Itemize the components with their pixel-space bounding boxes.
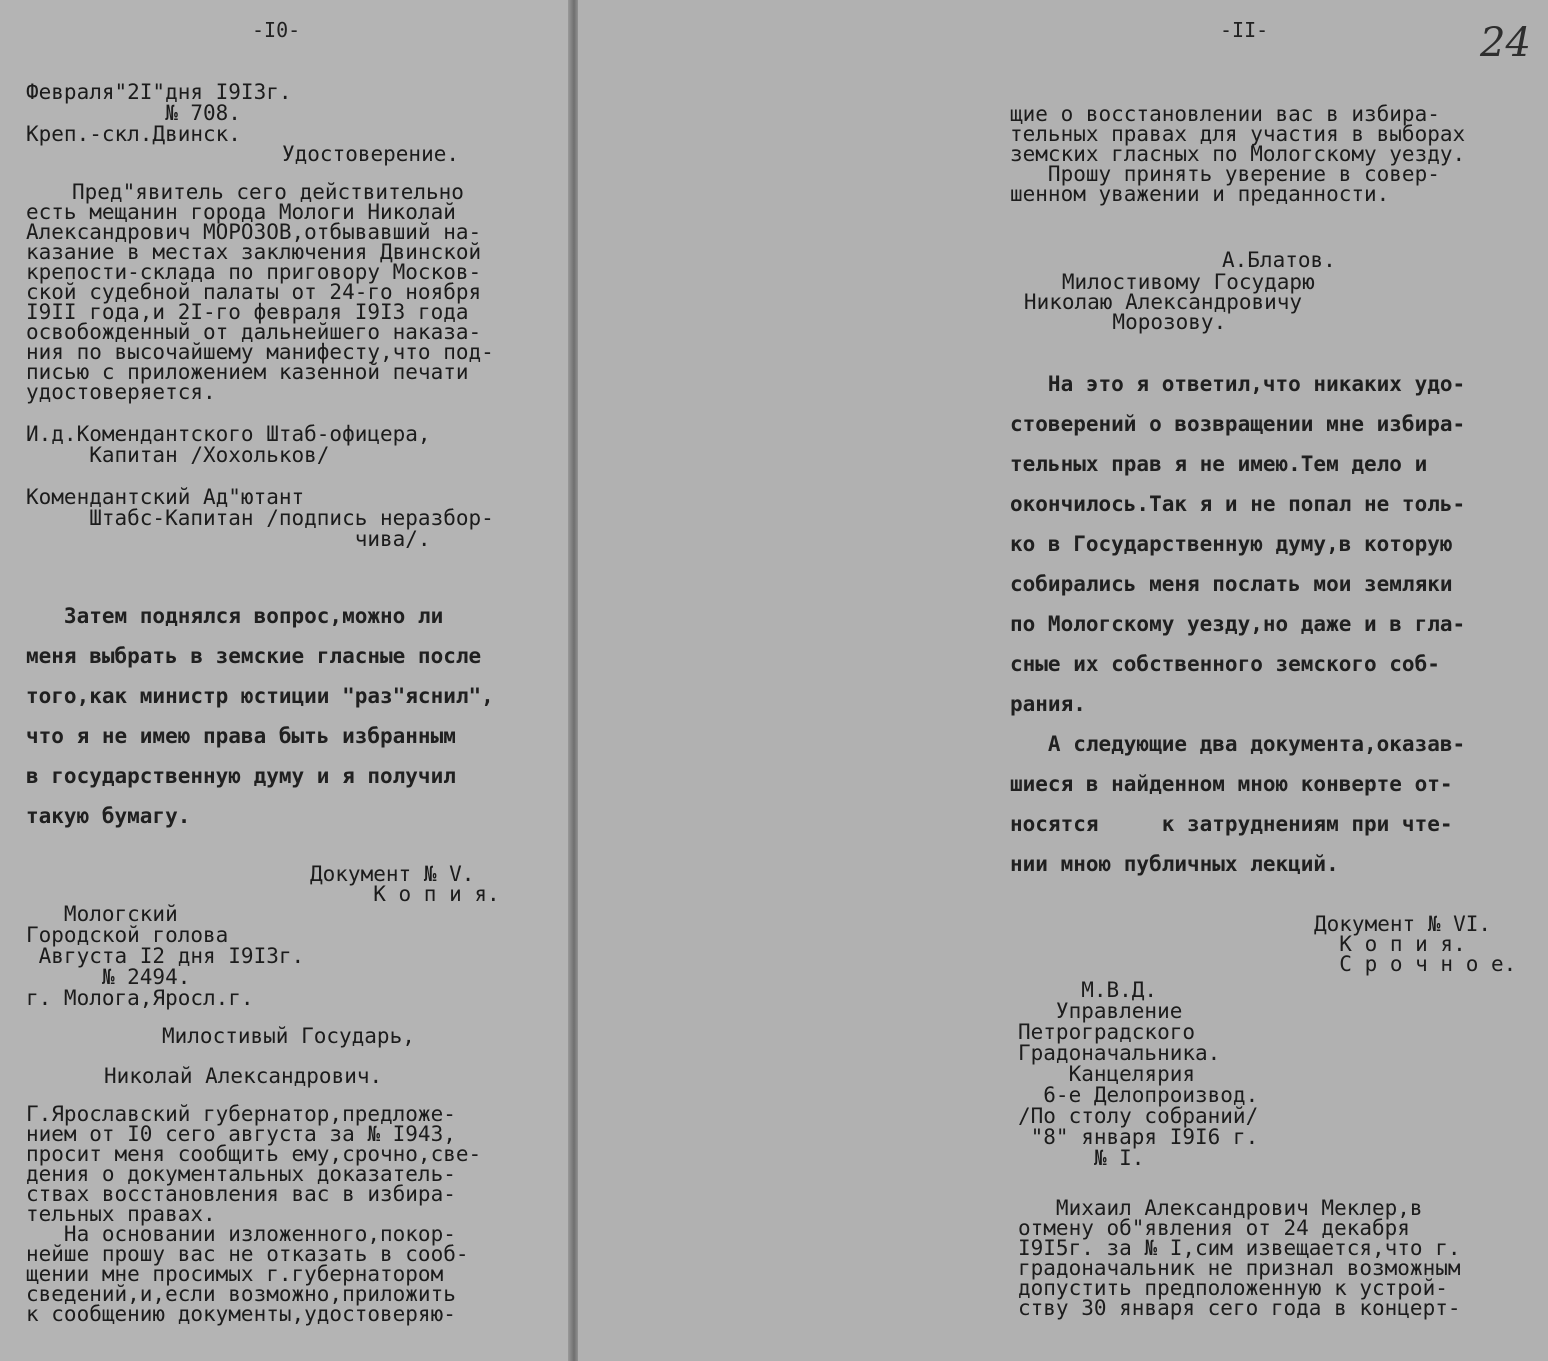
certificate-header: Февраля"2I"дня I9I3г. № 708. Креп.-скл.Двинск. [26, 80, 292, 146]
notice-body: Михаил Александрович Меклер,в отмену об"явления от 24 декабря I9I5г. за № I,сим извещается,что г. градоначальник не признал возможным допустить предположенную к устрой- ству 30 января сего года в концерт- [1018, 1196, 1461, 1320]
certificate-title: Удостоверение. [282, 142, 460, 166]
certificate-signatures: И.д.Комендантского Штаб-офицера, Капитан /Хохольков/ Комендантский Ад"ютант Штабс-Капитан /подпись неразбор- чива/. [26, 422, 494, 551]
certificate-body: Пред"явитель сего действительно есть мещанин города Мологи Николай Александрович МОРОЗОВ,отбывавший на- казание в местах заключения Двинской крепости-склада по приговору Москов- ской судебной палаты от 24-го ноября I9II года,и 2I-го февраля I9I3 года освобожденный от дальнейшего наказа- ния по высочайшему манифесту,что под- писью с приложением казенной печати удостоверяется. [26, 180, 494, 404]
addressee-block: Милостивому Государю Николаю Александровичу Морозову. [986, 270, 1315, 334]
letter-continuation: щие о восстановлении вас в избира- тельных правах для участия в выборах земских гласных по Мологскому уезду. Прошу принять уверение в совер- шенном уважении и преданности. [1010, 102, 1466, 206]
letter-signer: А.Блатов. [1222, 248, 1336, 272]
page-number: -II- [1220, 18, 1269, 42]
narrative-text: На это я ответил,что никаких удо- стоверений о возвращении мне избира- тельных прав я не имею.Тем дело и окончилось.Так я и не попал не толь- ко в Государственную думу,в которую собирались меня послать мои земляки по Мологскому уезду,но даже и в гла- сные их собственного земского соб- рания. А следующие два документа,оказав- шиеся в найденном мною конверте от- носятся к затруднениям при чте- нии мною публичных лекций. [1010, 372, 1466, 876]
narrative-text: Затем поднялся вопрос,можно ли меня выбрать в земские гласные после того,как министр юстиции "раз"яснил", что я не имею права быть избранным в государственную думу и я получил такую бумагу. [26, 604, 494, 828]
sender-block: Мологский Городской голова Августа I2 дня I9I3г. № 2494. г. Молога,Яросл.г. [26, 902, 305, 1010]
left-page [0, 0, 572, 1361]
right-page [578, 0, 1548, 1361]
page-number: -I0- [252, 18, 301, 42]
document-v-heading: Документ № V. К о п и я. [310, 862, 500, 906]
salutation-line-1: Милостивый Государь, [162, 1024, 415, 1048]
document-vi-heading: Документ № VI. К о п и я. С р о ч н о е. [1314, 912, 1517, 976]
letter-body: Г.Ярославский губернатор,предложе- нием от I0 сего августа за № I943, просит меня сообщить ему,срочно,све- дения о документальных доказатель- ствах восстановления вас в избира- тельных правах. На основании изложенного,покор- нейше прошу вас не отказать в сооб- щении мне просимых г.губернатором сведений,и,если возможно,приложить к сообщению документы,удостоверяю- [26, 1102, 482, 1326]
archive-folio-number: 24 [1480, 20, 1531, 66]
salutation-line-2: Николай Александрович. [104, 1064, 383, 1088]
sender-block: М.В.Д. Управление Петроградского Градоначальника. Канцелярия 6-е Делопроизвод. /По столу собраний/ "8" января I9I6 г. № I. [1018, 978, 1259, 1170]
